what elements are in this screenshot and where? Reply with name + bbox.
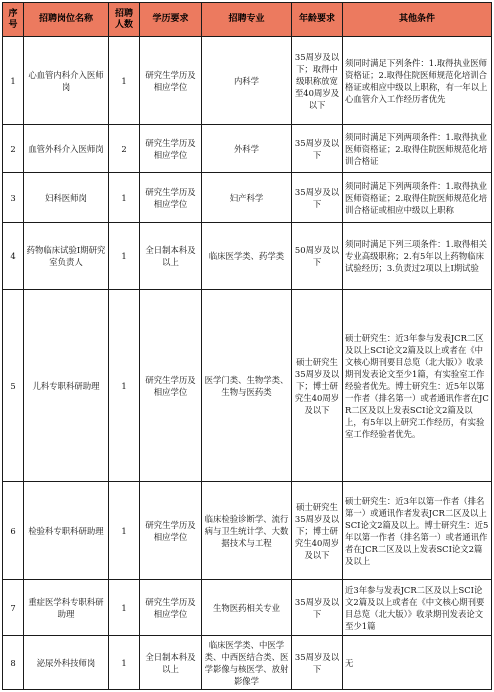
table-row [3,290,492,482]
header-cell-edu: 学历要求 [140,3,202,37]
cell-post: 儿科专职科研助理 [24,290,109,482]
cell-post: 血管外科介入医师岗 [24,125,109,173]
cell-major: 生物医药相关专业 [202,580,292,636]
header-cell-no: 序号 [3,3,24,37]
cell-num: 1 [109,636,140,690]
cell-edu: 研究生学历及相应学位 [140,173,202,223]
cell-post: 药物临床试验I期研究室负责人 [24,223,109,290]
cell-post: 泌尿外科技师岗 [24,636,109,690]
header-cell-other: 其他条件 [343,3,492,37]
cell-num: 1 [109,580,140,636]
cell-num: 1 [109,173,140,223]
cell-edu: 研究生学历及相应学位 [140,580,202,636]
cell-other: 须同时满足下列两项条件：1.取得执业医师资格证；2.取得住院医师规范化培训合格证或相应中级以上职称 [343,173,492,223]
cell-no: 2 [3,125,24,173]
cell-major: 临床医学类、药学类 [202,223,292,290]
cell-edu: 全日制本科及以上 [140,223,202,290]
recruitment-table [2,2,492,690]
cell-major: 临床医学类、中医学类、中西医结合类、医学影像与核医学、放射影像学 [202,636,292,690]
cell-age: 35周岁及以下 [292,636,343,690]
cell-num: 1 [109,223,140,290]
cell-edu: 研究生学历及相应学位 [140,290,202,482]
cell-age: 35周岁及以下 [292,173,343,223]
cell-age: 硕士研究生35周岁及以下；博士研究生40周岁及以下 [292,290,343,482]
cell-major: 医学门类、生物学类、生物与医药类 [202,290,292,482]
cell-num: 1 [109,290,140,482]
table-row [3,37,492,125]
cell-post: 心血管内科介入医师岗 [24,37,109,125]
table-row [3,125,492,173]
cell-num: 1 [109,37,140,125]
cell-other: 须同时满足下列两项条件：1.取得执业医师资格证；2.取得住院医师规范化培训合格证 [343,125,492,173]
header-cell-major: 招聘专业 [202,3,292,37]
cell-post: 妇科医师岗 [24,173,109,223]
cell-age: 硕士研究生35周岁及以下；博士研究生40周岁及以下 [292,482,343,580]
table-row [3,223,492,290]
cell-edu: 研究生学历及相应学位 [140,37,202,125]
table-row [3,173,492,223]
cell-no: 4 [3,223,24,290]
cell-major: 临床检验诊断学、流行病与卫生统计学、大数据技术与工程 [202,482,292,580]
cell-other: 硕士研究生：近3年以第一作者（排名第一）或通讯作者发表JCR二区及以上SCI论文2篇及以上。博士研究生：近5年以第一作者（排名第一）或者通讯作者在JCR二区及以上发表SCI论文2篇及以上 [343,482,492,580]
header-cell-post: 招聘岗位名称 [24,3,109,37]
cell-no: 8 [3,636,24,690]
cell-post: 检验科专职科研助理 [24,482,109,580]
header-cell-age: 年龄要求 [292,3,343,37]
cell-no: 7 [3,580,24,636]
cell-other: 无 [343,636,492,690]
header-cell-num: 招聘人数 [109,3,140,37]
cell-num: 2 [109,125,140,173]
cell-major: 内科学 [202,37,292,125]
cell-age: 50周岁及以下 [292,223,343,290]
table-row [3,482,492,580]
cell-edu: 全日制本科及以上 [140,636,202,690]
table-row [3,580,492,636]
cell-major: 外科学 [202,125,292,173]
cell-no: 1 [3,37,24,125]
cell-num: 1 [109,482,140,580]
cell-age: 35周岁及以下 [292,580,343,636]
cell-edu: 研究生学历及相应学位 [140,482,202,580]
cell-other: 近3年参与发表JCR二区及以上SCI论文2篇及以上或者在《中文核心期刊要目总览（北大版）》收录期刊发表论文至少1篇 [343,580,492,636]
cell-other: 硕士研究生：近3年参与发表JCR二区及以上SCI论文2篇及以上或者在《中文核心期刊要目总览（北大版）》收录期刊发表论文至少1篇，有实验室工作经验者优先。博士研究生：近5年以第一作者（排名第一）或者通讯作者在JCR二区及以上发表SCI论文2篇及以上，有5年以上研究工作经历，有实验室工作经验者优先。 [343,290,492,482]
header-row [3,3,492,37]
cell-no: 3 [3,173,24,223]
cell-no: 6 [3,482,24,580]
cell-other: 须同时满足下列条件：1.取得执业医师资格证；2.取得住院医师规范化培训合格证或相应中级以上职称，有一年以上心血管介入工作经历者优先 [343,37,492,125]
cell-no: 5 [3,290,24,482]
table-row [3,636,492,690]
cell-major: 妇产科学 [202,173,292,223]
cell-age: 35周岁及以下；取得中级职称放宽至40周岁及以下 [292,37,343,125]
cell-age: 35周岁及以下 [292,125,343,173]
cell-other: 须同时满足下列三项条件：1.取得相关专业高级职称；2.有5年以上药物临床试验经历；3.负责过2项以上I期试验 [343,223,492,290]
cell-post: 重症医学科专职科研助理 [24,580,109,636]
cell-edu: 研究生学历及相应学位 [140,125,202,173]
